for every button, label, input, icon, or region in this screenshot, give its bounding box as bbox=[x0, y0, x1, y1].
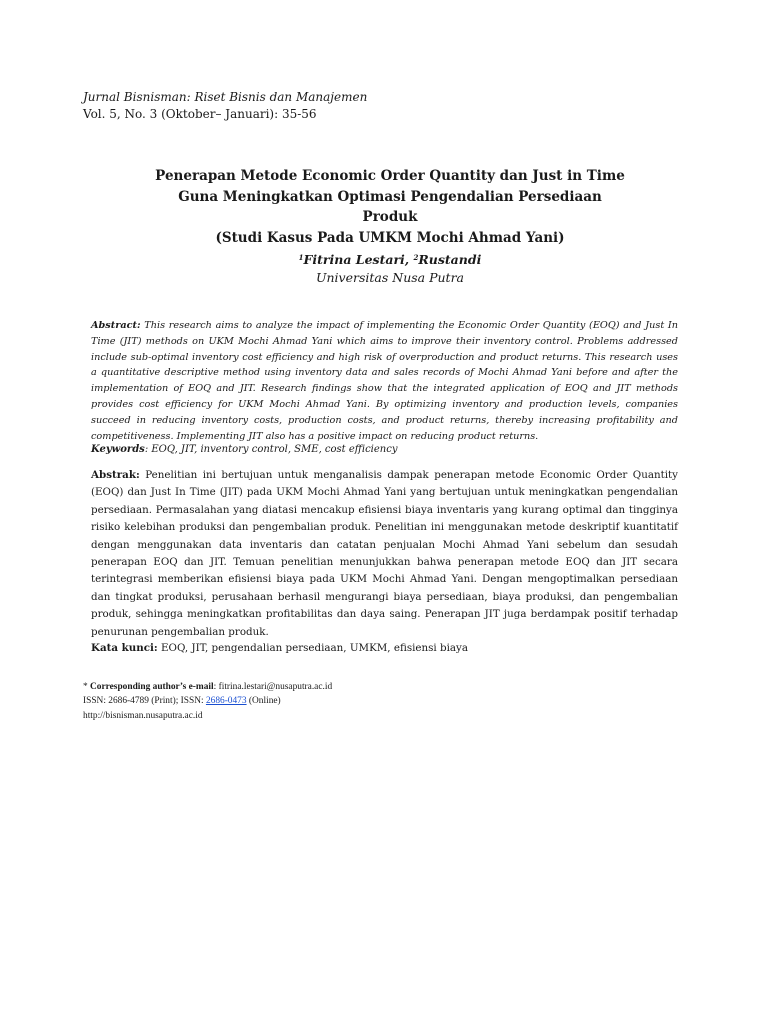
footnote-mark: * bbox=[83, 682, 91, 692]
paper-title-line-1: Penerapan Metode Economic Order Quantity dan Just in Time bbox=[155, 168, 625, 184]
footer-notes bbox=[83, 680, 332, 723]
issn-online-link[interactable]: 2686-0473 bbox=[205, 696, 247, 707]
author2-affil-mark: 2 bbox=[413, 253, 419, 262]
volume-info: Vol. 5, No. 3 (Oktober– Januari): 35-56 bbox=[83, 107, 317, 121]
abstract-english bbox=[91, 318, 678, 444]
abstrak-text: Penelitian ini bertujuan untuk menganalisis dampak penerapan metode Economic Order Quantity (EOQ) dan Just In Time (JIT) pada UKM Mochi Ahmad Yani yang bertujuan untuk meningkatkan pengendalian persediaan. Permasalahan yang diatasi mencakup efisiensi biaya inventaris yang kurang optimal dan tingginya risiko kelebihan produksi dan pengembalian produk. Penelitian ini menggunakan metode deskriptif kuantitatif dengan menggunakan data inventaris dan catatan penjualan Mochi Ahmad Yani sebelum dan sesudah penerapan EOQ dan JIT. Temuan penelitian menunjukkan bahwa penerapan metode EOQ dan JIT secara terintegrasi memberikan efisiensi biaya pada UKM Mochi Ahmad Yani. Dengan mengoptimalkan persediaan dan tingkat produksi, perusahaan berhasil mengurangi biaya persediaan, biaya produksi, dan pengembalian produk, sehingga meningkatkan profitabilitas dan daya saing. Penerapan JIT juga berdampak positif terhadap penurunan pengembalian produk. bbox=[91, 469, 678, 638]
author1-name: Fitrina Lestari, bbox=[303, 252, 414, 267]
paper-subtitle: (Studi Kasus Pada UMKM Mochi Ahmad Yani) bbox=[215, 229, 565, 246]
kata-kunci-label: Kata kunci: bbox=[91, 642, 158, 654]
keywords-english bbox=[91, 442, 397, 457]
issn-print: ISSN: 2686-4789 (Print); ISSN: bbox=[83, 696, 206, 707]
corresponding-label: Corresponding author’s e-mail bbox=[90, 682, 214, 692]
journal-header bbox=[83, 89, 367, 123]
keywords-indonesian bbox=[91, 640, 468, 656]
author-list bbox=[130, 249, 650, 269]
keywords-label: Keywords bbox=[91, 444, 145, 455]
issn-online-suffix: (Online) bbox=[246, 696, 281, 707]
corresponding-email: : fitrina.lestari@nusaputra.ac.id bbox=[213, 682, 333, 692]
affiliation: Universitas Nusa Putra bbox=[315, 270, 465, 285]
abstrak-label: Abstrak: bbox=[91, 469, 140, 481]
abstract-label: Abstract: bbox=[91, 320, 141, 331]
author2-name: Rustandi bbox=[418, 252, 482, 267]
title-block bbox=[130, 166, 650, 287]
journal-url: http://bisnisman.nusaputra.ac.id bbox=[83, 710, 203, 721]
abstract-text: This research aims to analyze the impact of implementing the Economic Order Quantity (EOQ) and Just In Time (JIT) methods on UKM Mochi Ahmad Yani which aims to improve their inventory control. Problems addressed include sub-optimal inventory cost efficiency and high risk of overproduction and product returns. This research uses a quantitative descriptive method using inventory data and sales records of Mochi Ahmad Yani before and after the implementation of EOQ and JIT. Research findings show that the integrated application of EOQ and JIT methods provides cost efficiency for UKM Mochi Ahmad Yani. By optimizing inventory and production levels, companies succeed in reducing inventory costs, production costs, and product returns, thereby increasing profitability and competitiveness. Implementing JIT also has a positive impact on reducing product returns. bbox=[91, 320, 678, 442]
abstract-indonesian bbox=[91, 467, 678, 641]
keywords-text: : EOQ, JIT, inventory control, SME, cost efficiency bbox=[144, 444, 398, 455]
kata-kunci-text: EOQ, JIT, pengendalian persediaan, UMKM, efisiensi biaya bbox=[157, 642, 468, 654]
author1-affil-mark: 1 bbox=[298, 253, 304, 262]
journal-name: Jurnal Bisnisman: Riset Bisnis dan Manajemen bbox=[83, 90, 368, 104]
paper-title-line-3: Produk bbox=[362, 209, 418, 225]
issn-line bbox=[83, 694, 332, 708]
paper-title-line-2: Guna Meningkatkan Optimasi Pengendalian Persediaan bbox=[178, 188, 602, 205]
corresponding-author bbox=[83, 680, 332, 694]
